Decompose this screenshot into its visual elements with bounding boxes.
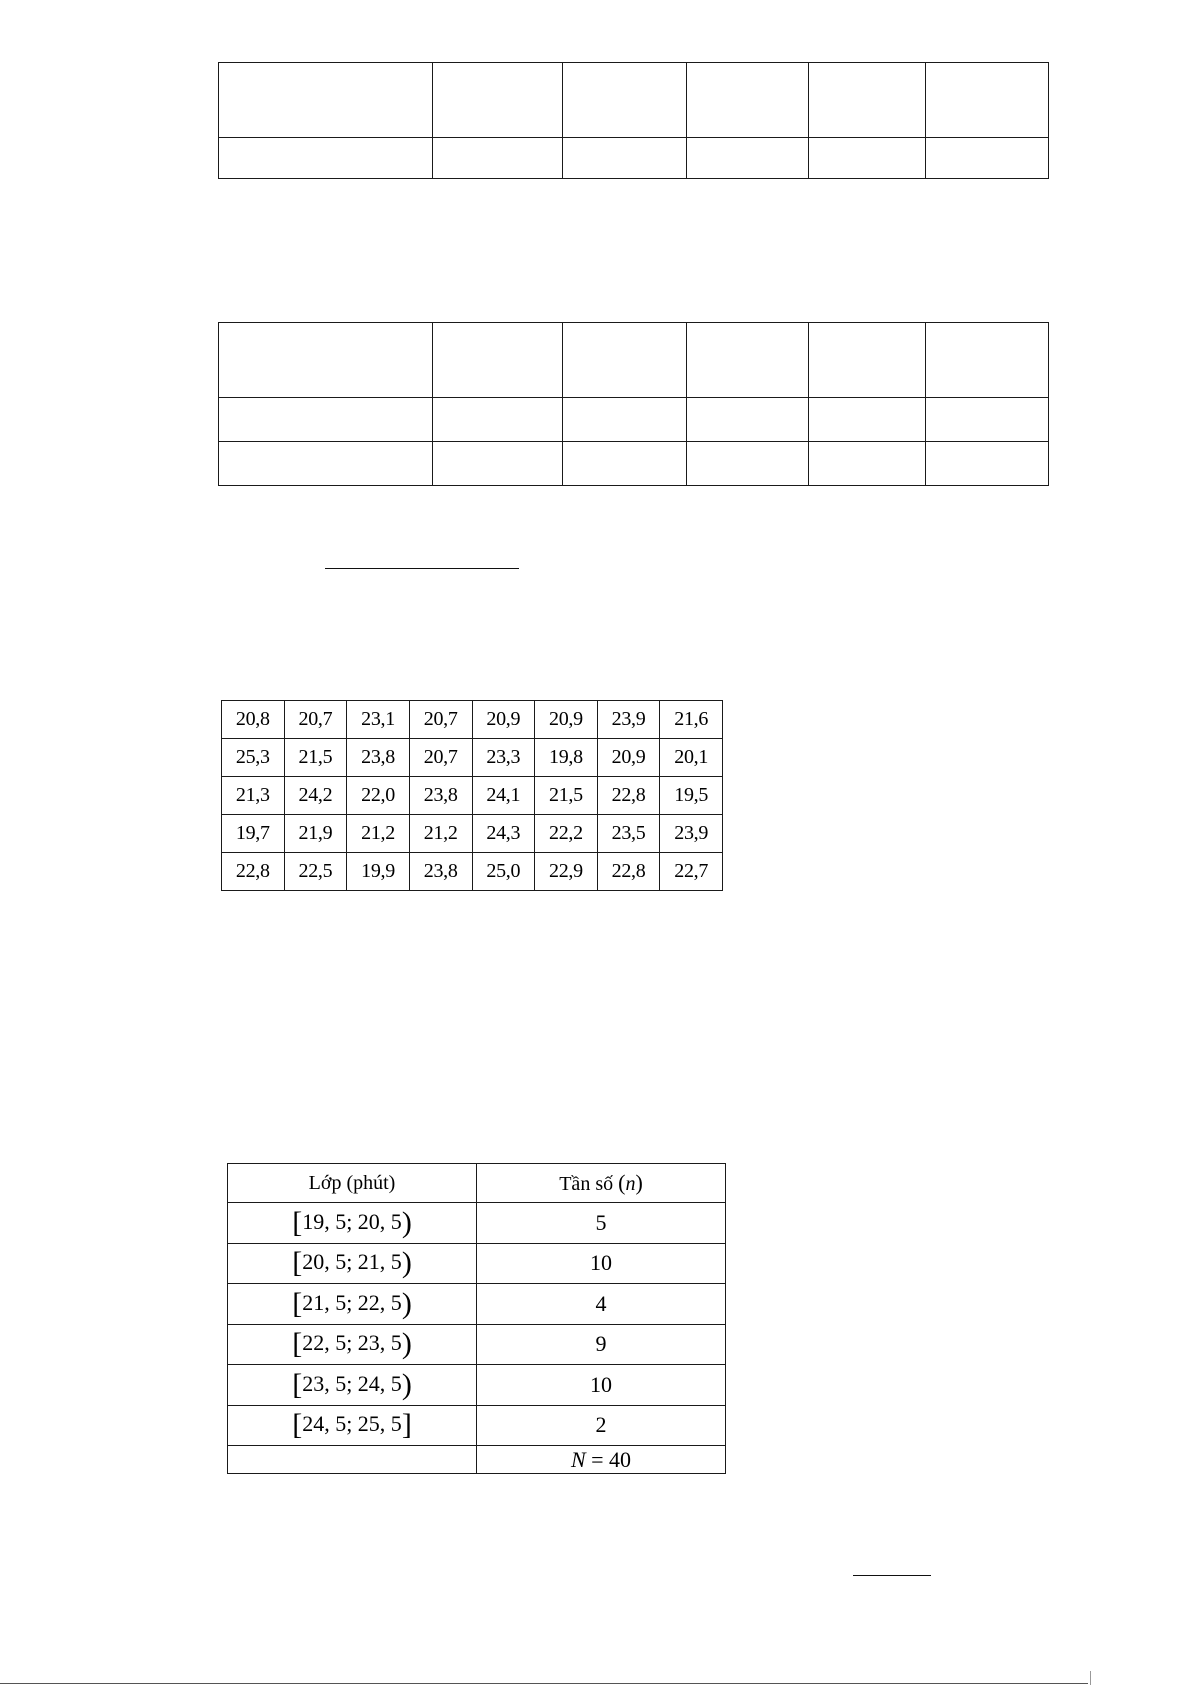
grid-cell: 21,2 (409, 815, 472, 853)
table-cell (563, 398, 687, 442)
grid-cell: 22,8 (597, 853, 660, 891)
table-cell (433, 63, 563, 138)
bracket-open: [ (292, 1367, 303, 1401)
grid-cell: 21,5 (284, 739, 347, 777)
data-grid (221, 700, 723, 891)
bracket-open: [ (292, 1286, 303, 1320)
table-cell (687, 323, 809, 398)
total-label-cell (228, 1446, 477, 1474)
grid-cell: 23,3 (472, 739, 535, 777)
grid-cell: 20,9 (472, 701, 535, 739)
page-bottom-border (0, 1683, 1088, 1684)
grid-cell: 19,5 (660, 777, 723, 815)
grid-cell: 25,0 (472, 853, 535, 891)
grid-cell: 19,8 (535, 739, 598, 777)
class-interval (228, 1243, 477, 1284)
grid-cell: 22,2 (535, 815, 598, 853)
grid-cell: 25,3 (222, 739, 285, 777)
blank-table-1 (218, 62, 1049, 179)
table-cell (219, 63, 433, 138)
bracket-open: [ (292, 1327, 303, 1361)
table-row (222, 853, 723, 891)
table-cell (926, 138, 1049, 179)
grid-cell: 23,8 (347, 739, 410, 777)
table-row (219, 63, 1049, 138)
grid-cell: 21,2 (347, 815, 410, 853)
grid-cell: 22,0 (347, 777, 410, 815)
class-interval (228, 1365, 477, 1406)
interval-text: 19, 5; 20, 5 (302, 1208, 402, 1234)
answer-underline (325, 568, 519, 569)
class-interval (228, 1405, 477, 1446)
bracket-close: ) (401, 1367, 412, 1401)
interval-text: 23, 5; 24, 5 (302, 1370, 402, 1396)
grid-cell: 22,8 (222, 853, 285, 891)
grid-cell: 21,9 (284, 815, 347, 853)
class-column-header: Lớp (phút) (228, 1164, 477, 1203)
table-row (219, 138, 1049, 179)
table-cell (563, 63, 687, 138)
grid-cell: 22,7 (660, 853, 723, 891)
total-symbol: N (570, 1446, 586, 1472)
grid-cell: 20,7 (284, 701, 347, 739)
grid-cell: 21,5 (535, 777, 598, 815)
table-row (228, 1405, 726, 1446)
grid-cell: 24,3 (472, 815, 535, 853)
frequency-value: 4 (477, 1284, 726, 1325)
grid-cell: 23,9 (660, 815, 723, 853)
total-row (228, 1446, 726, 1474)
grid-cell: 19,7 (222, 815, 285, 853)
frequency-symbol: n (625, 1173, 636, 1195)
table-header-row (228, 1164, 726, 1203)
class-interval (228, 1324, 477, 1365)
grid-cell: 20,1 (660, 739, 723, 777)
paren-close: ) (635, 1170, 643, 1195)
blank-table-2 (218, 322, 1049, 486)
table-row (228, 1203, 726, 1244)
interval-text: 21, 5; 22, 5 (302, 1289, 402, 1315)
table-row (219, 323, 1049, 398)
table-row (228, 1284, 726, 1325)
frequency-value: 9 (477, 1324, 726, 1365)
table-cell (219, 398, 433, 442)
table-cell (926, 323, 1049, 398)
grid-cell: 20,9 (535, 701, 598, 739)
grid-cell: 19,9 (347, 853, 410, 891)
bracket-close: ) (401, 1327, 412, 1361)
grid-cell: 23,5 (597, 815, 660, 853)
grid-cell: 20,7 (409, 739, 472, 777)
grid-cell: 23,8 (409, 777, 472, 815)
frequency-label: Tần số (559, 1173, 614, 1195)
table-row (219, 398, 1049, 442)
table-cell (809, 138, 926, 179)
table-cell (687, 442, 809, 486)
table-row (222, 739, 723, 777)
grid-cell: 20,9 (597, 739, 660, 777)
table-cell (433, 398, 563, 442)
table-cell (687, 63, 809, 138)
table-cell (809, 63, 926, 138)
grid-cell: 24,2 (284, 777, 347, 815)
bracket-open: [ (292, 1408, 303, 1442)
bracket-close: ) (401, 1246, 412, 1280)
table-cell (433, 323, 563, 398)
grid-cell: 23,9 (597, 701, 660, 739)
table-row (228, 1365, 726, 1406)
table-row (222, 815, 723, 853)
frequency-value: 10 (477, 1365, 726, 1406)
grid-cell: 21,3 (222, 777, 285, 815)
table-cell (219, 138, 433, 179)
table-cell (433, 442, 563, 486)
grid-cell: 20,8 (222, 701, 285, 739)
table-row (228, 1324, 726, 1365)
table-cell (926, 63, 1049, 138)
table-cell (433, 138, 563, 179)
table-cell (219, 323, 433, 398)
bracket-close: ) (401, 1286, 412, 1320)
table-cell (219, 442, 433, 486)
interval-text: 20, 5; 21, 5 (302, 1249, 402, 1275)
class-interval (228, 1203, 477, 1244)
table-row (222, 777, 723, 815)
total-value (477, 1446, 726, 1474)
table-row (222, 701, 723, 739)
frequency-value: 2 (477, 1405, 726, 1446)
answer-underline (853, 1575, 931, 1576)
page-edge-mark (1090, 1671, 1091, 1685)
frequency-column-header (477, 1164, 726, 1203)
class-interval (228, 1284, 477, 1325)
grid-cell: 21,6 (660, 701, 723, 739)
interval-text: 24, 5; 25, 5 (302, 1411, 402, 1437)
frequency-table (227, 1163, 726, 1474)
total-equals: = 40 (591, 1446, 632, 1472)
grid-cell: 23,1 (347, 701, 410, 739)
grid-cell: 23,8 (409, 853, 472, 891)
frequency-value: 10 (477, 1243, 726, 1284)
table-cell (563, 442, 687, 486)
bracket-open: [ (292, 1246, 303, 1280)
interval-text: 22, 5; 23, 5 (302, 1330, 402, 1356)
table-cell (809, 442, 926, 486)
grid-cell: 22,8 (597, 777, 660, 815)
grid-cell: 22,9 (535, 853, 598, 891)
grid-cell: 22,5 (284, 853, 347, 891)
table-cell (687, 398, 809, 442)
paren-open: ( (618, 1170, 626, 1195)
table-cell (563, 323, 687, 398)
table-cell (563, 138, 687, 179)
table-cell (809, 323, 926, 398)
table-cell (926, 442, 1049, 486)
table-row (219, 442, 1049, 486)
table-cell (809, 398, 926, 442)
frequency-value: 5 (477, 1203, 726, 1244)
grid-cell: 24,1 (472, 777, 535, 815)
table-cell (926, 398, 1049, 442)
bracket-close: ] (401, 1408, 412, 1442)
bracket-open: [ (292, 1205, 303, 1239)
bracket-close: ) (401, 1205, 412, 1239)
table-cell (687, 138, 809, 179)
grid-cell: 20,7 (409, 701, 472, 739)
table-row (228, 1243, 726, 1284)
